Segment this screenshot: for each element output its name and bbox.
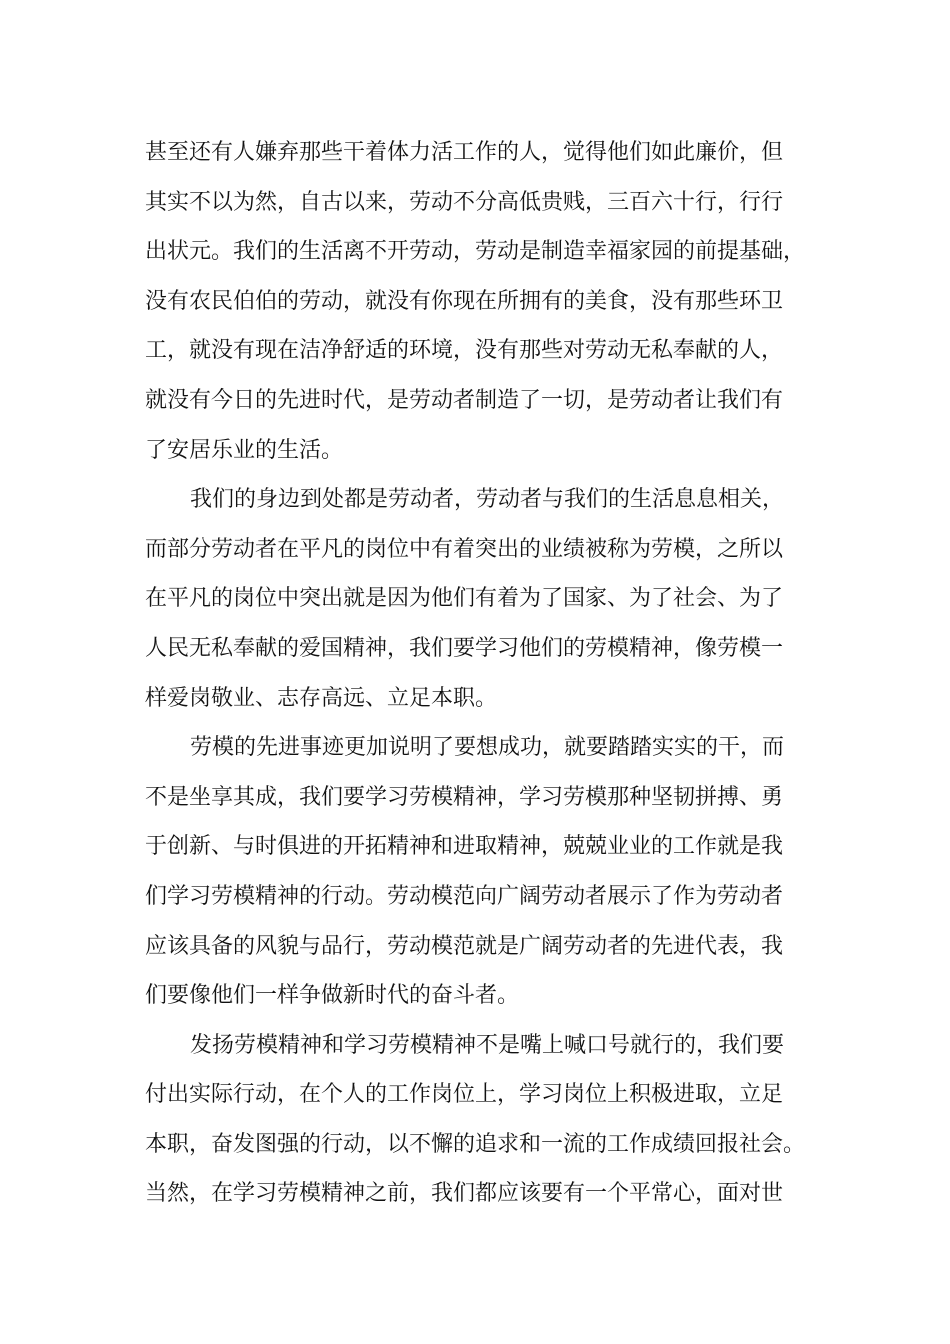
text-line: 于创新、与时俱进的开拓精神和进取精神，兢兢业业的工作就是我	[145, 834, 784, 860]
text-line: 出状元。我们的生活离不开劳动，劳动是制造幸福家园的前提基础，	[145, 239, 806, 265]
text-line: 们要像他们一样争做新时代的奋斗者。	[145, 983, 520, 1009]
text-line: 在平凡的岗位中突出就是因为他们有着为了国家、为了社会、为了	[145, 586, 784, 612]
text-line: 人民无私奉献的爱国精神，我们要学习他们的劳模精神，像劳模一	[145, 635, 784, 661]
body-text	[145, 128, 825, 1219]
text-line: 没有农民伯伯的劳动，就没有你现在所拥有的美食，没有那些环卫	[145, 288, 784, 314]
text-line: 就没有今日的先进时代，是劳动者制造了一切，是劳动者让我们有	[145, 387, 784, 413]
paragraph-first-line: 劳模的先进事迹更加说明了要想成功，就要踏踏实实的干，而	[190, 735, 785, 761]
text-line: 工，就没有现在洁净舒适的环境，没有那些对劳动无私奉献的人，	[145, 338, 784, 364]
text-line: 其实不以为然，自古以来，劳动不分高低贵贱，三百六十行，行行	[145, 189, 784, 215]
paragraph-first-line: 我们的身边到处都是劳动者，劳动者与我们的生活息息相关，	[190, 487, 785, 513]
text-line: 而部分劳动者在平凡的岗位中有着突出的业绩被称为劳模，之所以	[145, 536, 784, 562]
text-line: 不是坐享其成，我们要学习劳模精神，学习劳模那种坚韧拼搏、勇	[145, 784, 784, 810]
text-line: 甚至还有人嫌弃那些干着体力活工作的人，觉得他们如此廉价，但	[145, 140, 784, 165]
paragraph-first-line: 发扬劳模精神和学习劳模精神不是嘴上喊口号就行的，我们要	[190, 1032, 785, 1058]
text-line: 样爱岗敬业、志存高远、立足本职。	[145, 685, 498, 711]
text-line: 应该具备的风貌与品行，劳动模范就是广阔劳动者的先进代表，我	[145, 933, 784, 959]
text-line: 当然，在学习劳模精神之前，我们都应该要有一个平常心，面对世	[145, 1181, 784, 1207]
text-line: 们学习劳模精神的行动。劳动模范向广阔劳动者展示了作为劳动者	[145, 883, 784, 909]
text-line: 付出实际行动，在个人的工作岗位上，学习岗位上积极进取，立足	[145, 1082, 784, 1108]
text-line: 本职，奋发图强的行动，以不懈的追求和一流的工作成绩回报社会。	[145, 1131, 806, 1157]
text-line: 了安居乐业的生活。	[145, 437, 344, 463]
